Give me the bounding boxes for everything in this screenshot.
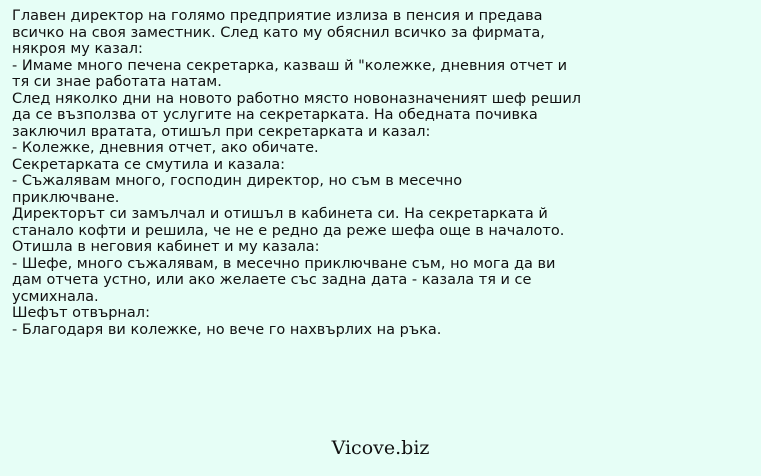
joke-line: - Имаме много печена секретарка, казваш й "колежке, дневния отчет и xyxy=(12,57,568,74)
joke-line: - Благодаря ви колежке, но вече го нахвърлих на ръка. xyxy=(12,321,442,338)
joke-line: усмихнала. xyxy=(12,288,99,305)
joke-line: След няколко дни на новото работно място новоназначеният шеф решил xyxy=(12,90,582,107)
joke-line: Директорът си замълчал и отишъл в кабинета си. На секретарката й xyxy=(12,206,548,222)
joke-line: приключване. xyxy=(12,189,120,206)
site-watermark: Vicove.biz xyxy=(331,437,430,459)
joke-line: Шефът отвърнал: xyxy=(12,305,150,321)
joke-line: - Шефе, много съжалявам, в месечно приключване съм, но мога да ви xyxy=(12,255,556,272)
joke-line: Главен директор на голямо предприятие излиза в пенсия и предава xyxy=(12,8,543,24)
joke-line: тя си знае работата натам. xyxy=(12,74,222,90)
joke-text xyxy=(12,8,754,338)
joke-line: Секретарката се смутила и казала: xyxy=(12,156,285,173)
joke-line: всичко на своя заместник. След като му обяснил всичко за фирмата, xyxy=(12,24,545,41)
joke-line: - Колежке, дневния отчет, ако обичате. xyxy=(12,140,319,156)
joke-line: станало кофти и решила, че не е редно да реже шефа още в началото. xyxy=(12,222,565,239)
joke-line: - Съжалявам много, господин директор, но съм в месечно xyxy=(12,173,463,189)
joke-line: някроя му казал: xyxy=(12,41,143,57)
joke-line: Отишла в неговия кабинет и му казала: xyxy=(12,239,320,255)
joke-line: да се възползва от услугите на секретарката. На обедната почивка xyxy=(12,107,538,123)
joke-line: заключил вратата, отишъл при секретарката и казал: xyxy=(12,123,431,140)
joke-line: дам отчета устно, или ако желаете със задна дата - казала тя и се xyxy=(12,272,532,288)
